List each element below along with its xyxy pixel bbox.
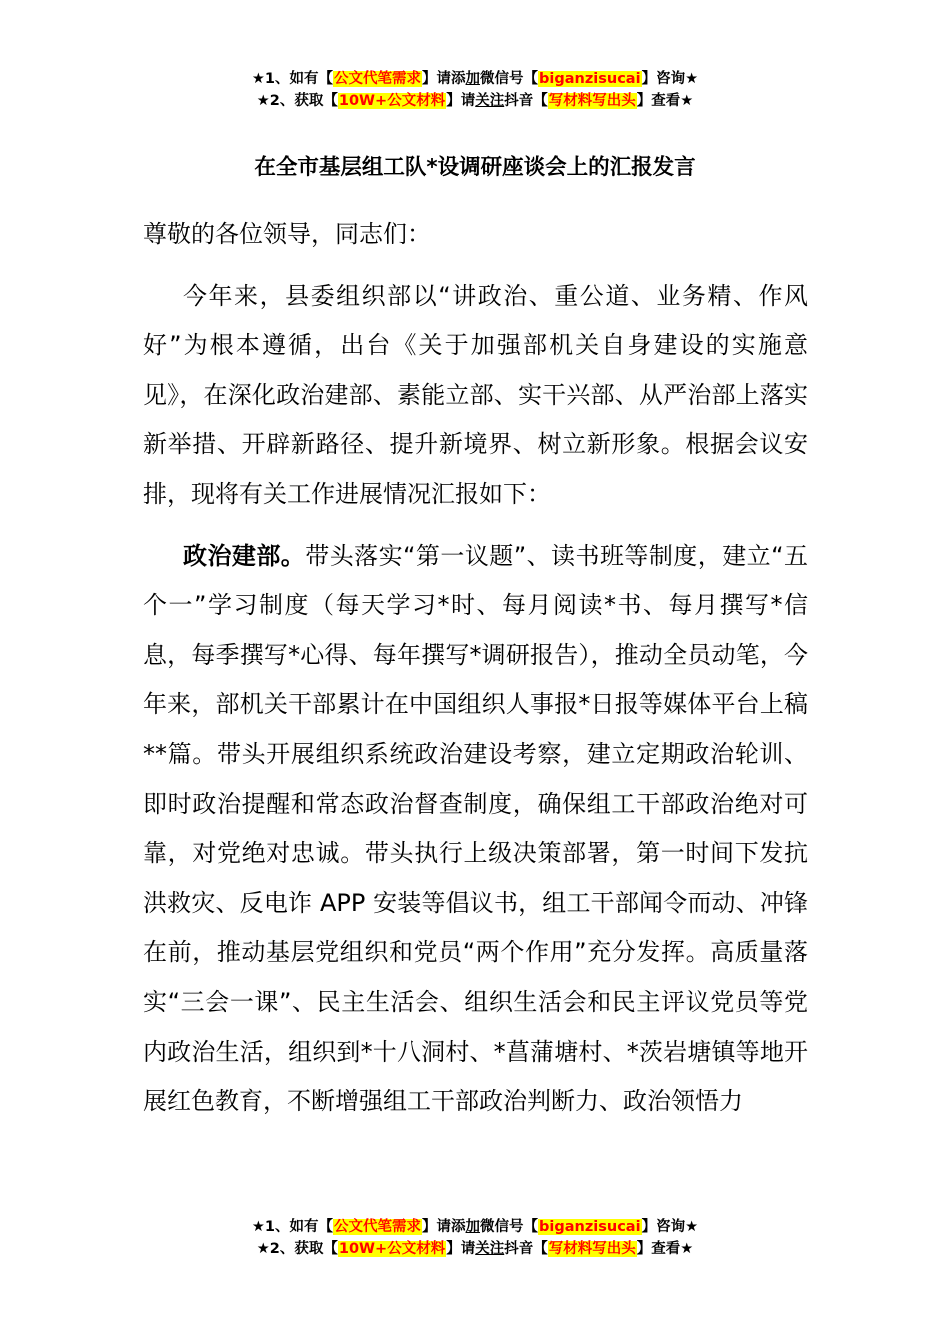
footer-banner [0, 1216, 950, 1260]
banner-text: 2、获取【 [269, 93, 338, 109]
star-icon: ★ [256, 1241, 270, 1257]
banner-text: 】查看★ [636, 1241, 694, 1257]
star-icon: ★ [251, 71, 265, 87]
banner-text: 】请 [446, 93, 476, 109]
banner-highlight: 写材料写出头 [548, 93, 636, 109]
banner-line-2 [0, 90, 950, 112]
banner-text: 抖音【 [504, 93, 548, 109]
paragraph-lead: 政治建部。 [183, 541, 306, 570]
banner-highlight: 10W+公文材料 [338, 1241, 446, 1257]
document-body [143, 210, 808, 1127]
banner-text: 】请添 [422, 1219, 466, 1235]
banner-text: 抖音【 [504, 1241, 548, 1257]
banner-highlight: biganzisucai [539, 1219, 641, 1235]
banner-underline: 关注 [475, 1241, 505, 1257]
banner-line-1 [0, 68, 950, 90]
banner-underline: 加 [465, 1219, 481, 1235]
document-title: 在全市基层组工队*设调研座谈会上的汇报发言 [254, 155, 696, 180]
paragraph-text: 今年来，县委组织部以“讲政治、重公道、业务精、作风好”为根本遵循，出台《关于加强部机关自身建设的实施意见》，在深化政治建部、素能立部、实干兴部、从严治部上落实新举措、开辟新路径、提升新境界、树立新形象。根据会议安排，现将有关工作进展情况汇报如下： [143, 281, 808, 508]
star-icon: ★ [256, 93, 270, 109]
banner-highlight: 写材料写出头 [548, 1241, 636, 1257]
banner-underline: 关注 [475, 93, 505, 109]
banner-highlight: 公文代笔需求 [334, 1219, 422, 1235]
header-banner [0, 68, 950, 112]
banner-text: 】咨询★ [641, 71, 699, 87]
paragraph-text: 带头落实“第一议题”、读书班等制度，建立“五个一”学习制度（每天学习*时、每月阅读*书、每月撰写*信息，每季撰写*心得、每年撰写*调研报告），推动全员动笔，今年来，部机关干部累计在中国组织人事报*日报等媒体平台上稿**篇。带头开展组织系统政治建设考察，建立定期政治轮训、即时政治提醒和常态政治督查制度，确保组工干部政治绝对可靠，对党绝对忠诚。带头执行上级决策部署，第一时间下发抗洪救灾、反电诈 APP 安装等倡议书，组工干部闻令而动、冲锋在前，推动基层党组织和党员“两个作用”充分发挥。高质量落实“三会一课”、民主生活会、组织生活会和民主评议党员等党内政治生活，组织到*十八洞村、*菖蒲塘村、*茨岩塘镇等地开展红色教育，不断增强组工干部政治判断力、政治领悟力 [143, 541, 808, 1116]
banner-text: 】请 [446, 1241, 476, 1257]
banner-text: 】查看★ [636, 93, 694, 109]
star-icon: ★ [251, 1219, 265, 1235]
banner-highlight: 公文代笔需求 [334, 71, 422, 87]
banner-underline: 加 [465, 71, 481, 87]
banner-line-2 [0, 1238, 950, 1260]
banner-highlight: biganzisucai [539, 71, 641, 87]
banner-highlight: 10W+公文材料 [338, 93, 446, 109]
banner-text: 】请添 [422, 71, 466, 87]
banner-text: 1、如有【 [264, 1219, 334, 1235]
banner-text: 】咨询★ [641, 1219, 699, 1235]
banner-text: 1、如有【 [264, 71, 334, 87]
banner-line-1 [0, 1216, 950, 1238]
paragraph [143, 272, 808, 520]
banner-text: 微信号【 [480, 71, 539, 87]
salutation: 尊敬的各位领导，同志们： [143, 220, 431, 248]
banner-text: 微信号【 [480, 1219, 539, 1235]
banner-text: 2、获取【 [269, 1241, 338, 1257]
paragraph [143, 532, 808, 1127]
